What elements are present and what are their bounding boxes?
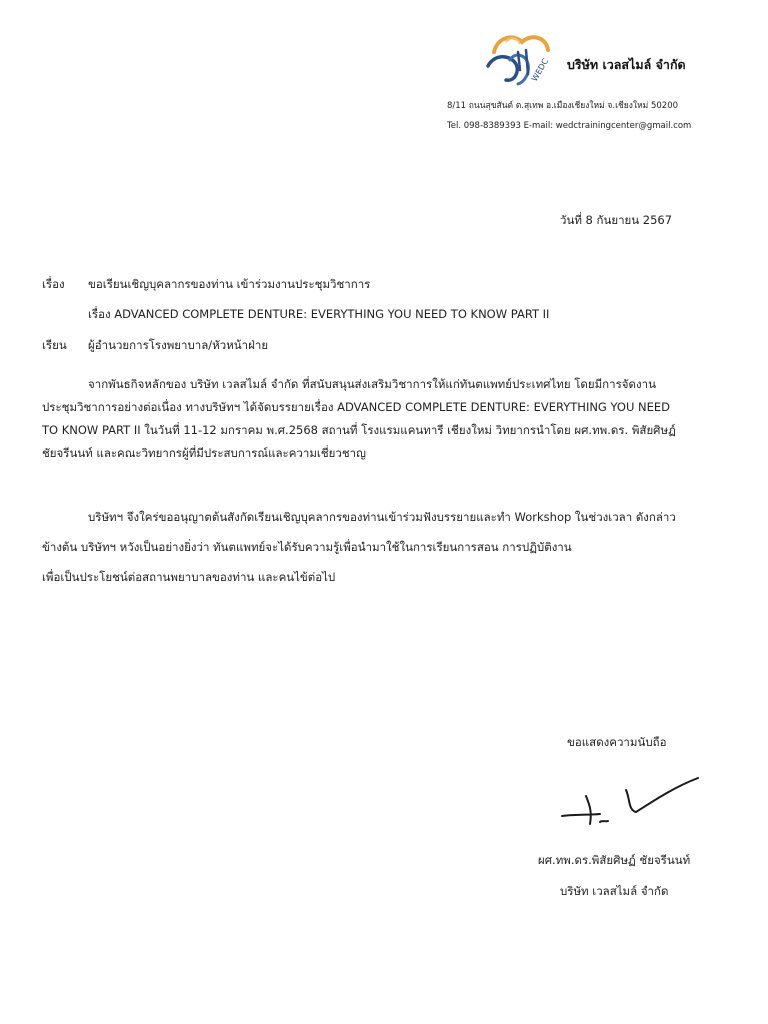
paragraph-2-line: บริษัทฯ จึงใคร่ขออนุญาตต้นสังกัดเรียนเชิญบุคลากรของท่านเข้าร่วมฟังบรรยายและทำ Workshop ในช่วงเวลา ดังกล่าว (88, 510, 676, 524)
paragraph-2-line: ข้างต้น บริษัทฯ หวังเป็นอย่างยิ่งว่า ทันตแพทย์จะได้รับความรู้เพื่อนำมาใช้ในการเรียนการสอน การปฏิบัติงาน (42, 540, 572, 554)
company-address: 8/11 ถนนสุขสันต์ ต.สุเทพ อ.เมืองเชียงใหม่ จ.เชียงใหม่ 50200 (447, 101, 679, 111)
logo-text: WEDC (529, 57, 551, 83)
subject-line-1: ขอเรียนเชิญบุคลากรของท่าน เข้าร่วมงานประชุมวิชาการ (88, 277, 371, 291)
body-paragraph-1 (42, 373, 722, 465)
letter-date: วันที่ 8 กันยายน 2567 (560, 213, 673, 227)
signature (556, 768, 706, 828)
paragraph-1-line: ชัยจรีนนท์ และคณะวิทยากรผู้ที่มีประสบการณ์และความเชี่ยวชาญ (42, 446, 366, 460)
paragraph-2-line: เพื่อเป็นประโยชน์ต่อสถานพยาบาลของท่าน และคนไข้ต่อไป (42, 570, 336, 584)
closing-text: ขอแสดงความนับถือ (567, 735, 667, 749)
paragraph-1-line: ประชุมวิชาการอย่างต่อเนื่อง ทางบริษัทฯ ได้จัดบรรยายเรื่อง ADVANCED COMPLETE DENTURE: EVERYTHING YOU NEED (42, 400, 671, 414)
recipient-label: เรียน (42, 338, 67, 352)
signer-company: บริษัท เวลสไมล์ จำกัด (560, 884, 669, 898)
subject-line-2: เรื่อง ADVANCED COMPLETE DENTURE: EVERYTHING YOU NEED TO KNOW PART II (88, 307, 550, 321)
subject-label: เรื่อง (42, 277, 65, 291)
body-paragraph-2 (42, 502, 722, 592)
company-logo (484, 30, 556, 88)
company-name: บริษัท เวลสไมล์ จำกัด (567, 57, 686, 72)
paragraph-1-line: จากพันธกิจหลักของ บริษัท เวลสไมล์ จำกัด ที่สนับสนุนส่งเสริมวิชาการให้แก่ทันตแพทย์ประเทศไทย โดยมีการจัดงาน (88, 377, 656, 391)
signer-name: ผศ.ทพ.ดร.พิสัยศิษฏ์ ชัยจรีนนท์ (538, 853, 691, 867)
paragraph-1-line: TO KNOW PART II ในวันที่ 11-12 มกราคม พ.ศ.2568 สถานที่ โรงแรมแคนทารี เชียงใหม่ วิทยากรนำโดย ผศ.ทพ.ดร. พิสัยศิษฏ์ (42, 423, 676, 437)
recipient-value: ผู้อำนวยการโรงพยาบาล/หัวหน้าฝ่าย (88, 338, 269, 352)
company-contact: Tel. 098-8389393 E-mail: wedctrainingcenter@gmail.com (447, 121, 692, 131)
